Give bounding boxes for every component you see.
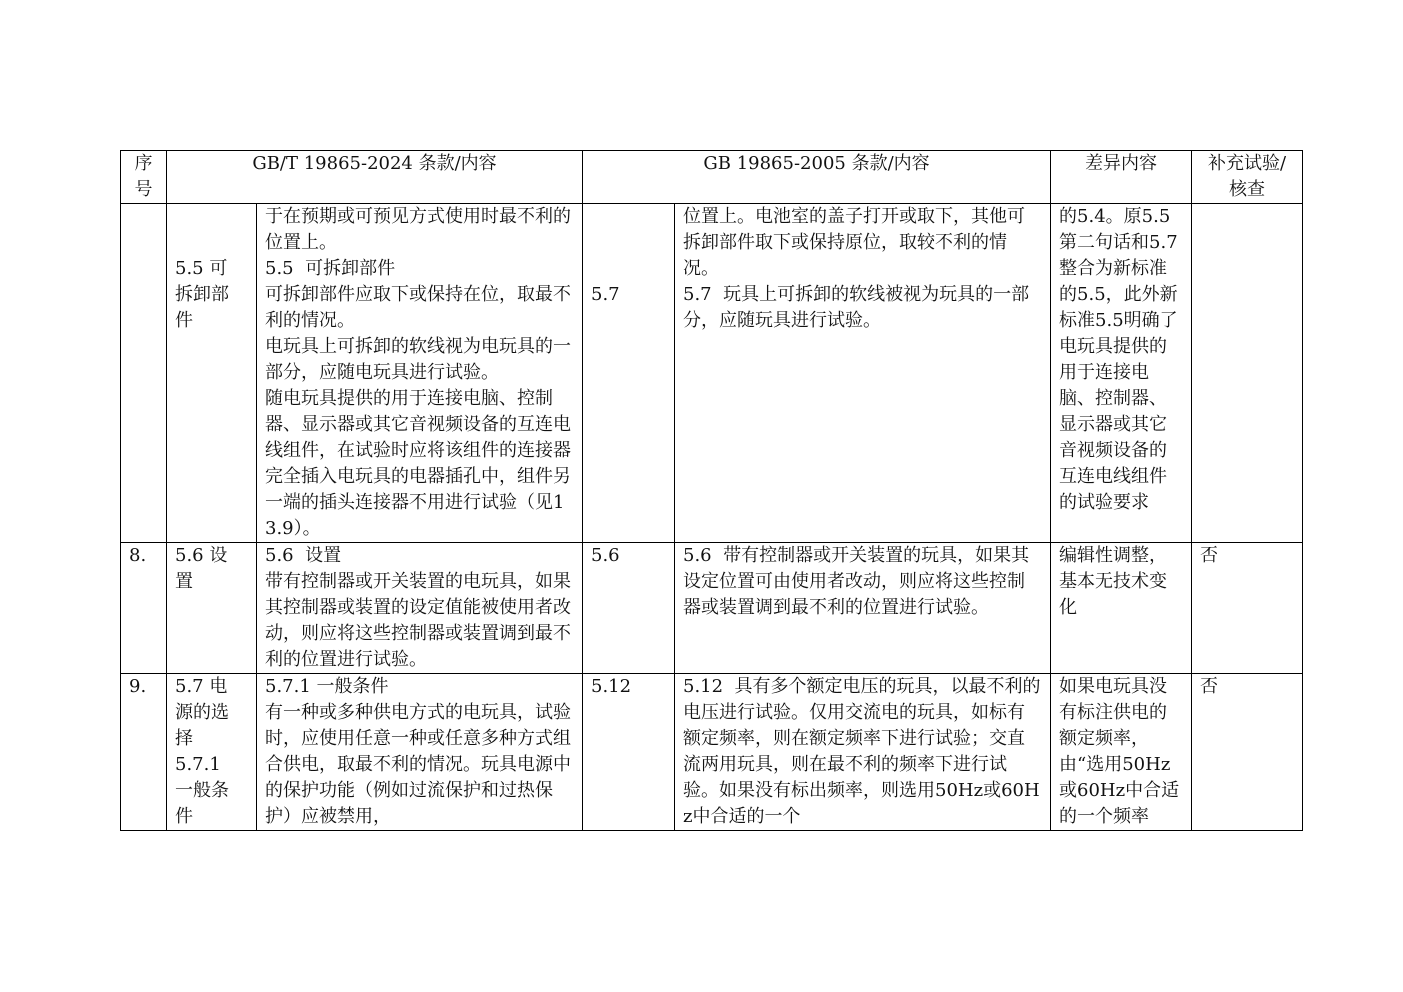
new-clause-label: 5.5 可 拆卸部 件 (175, 258, 229, 331)
table-header-row (121, 151, 1303, 204)
comparison-table (120, 150, 1303, 831)
new-content-cell: 于在预期或可预见方式使用时最不利的位置上。 5.5 可拆卸部件 可拆卸部件应取下或保持在位，取最不利的情况。 电玩具上可拆卸的软线视为电玩具的一部分，应随电玩具进行试验。 随电玩具提供的用于连接电脑、控制器、显示器或其它音视频设备的互连电线组件，在试验时应将该组件的连接器完全插入电玩具的电器插孔中，组件另一端的插头连接器不用进行试验（见13.9）。 (257, 204, 583, 543)
difference-text: 如果电玩具没有标注供电的额定频率，由“选用50Hz或60Hz中合适的一个频率 (1059, 676, 1180, 827)
header-no: 序 号 (121, 151, 167, 204)
old-clause-label: 5.7 (591, 284, 620, 305)
table-row (121, 674, 1303, 831)
supplement-cell (1192, 674, 1303, 831)
old-content-cell (675, 674, 1051, 831)
new-clause-cell (167, 204, 257, 543)
old-content-cell: 5.6 带有控制器或开关装置的玩具，如果其设定位置可由使用者改动，则应将这些控制器或装置调到最不利的位置进行试验。 (675, 543, 1051, 674)
supplement-cell (1192, 204, 1303, 543)
new-clause-cell: 5.6 设 置 (167, 543, 257, 674)
new-clause-cell (167, 674, 257, 831)
new-clause-text: 5.7 电 源的选 择 5.7.1 一般条 件 (175, 676, 229, 827)
header-difference: 差异内容 (1051, 151, 1192, 204)
row-number (121, 204, 167, 543)
old-clause-cell (583, 674, 675, 831)
difference-cell: 的5.4。原5.5第二句话和5.7整合为新标准的5.5，此外新标准5.5明确了电玩具提供的用于连接电脑、控制器、显示器或其它音视频设备的互连电线组件的试验要求 (1051, 204, 1192, 543)
header-new-standard: GB/T 19865-2024 条款/内容 (167, 151, 583, 204)
new-content-cell (257, 674, 583, 831)
old-clause-text: 5.12 (591, 676, 632, 697)
row-number (121, 674, 167, 831)
old-clause-cell: 5.6 (583, 543, 675, 674)
header-old-standard: GB 19865-2005 条款/内容 (583, 151, 1051, 204)
new-content-text: 5.7.1 一般条件 有一种或多种供电方式的电玩具，试验时，应使用任意一种或任意多种方式组合供电，取最不利的情况。玩具电源中的保护功能（例如过流保护和过热保护）应被禁用， (265, 676, 571, 827)
old-clause-cell (583, 204, 675, 543)
old-content-text: 5.12 具有多个额定电压的玩具，以最不利的电压进行试验。仅用交流电的玩具，如标有额定频率，则在额定频率下进行试验；交直流两用玩具，则在最不利的频率下进行试验。如果没有标出频率，则选用50Hz或60Hz中合适的一个 (683, 676, 1041, 827)
difference-cell: 编辑性调整，基本无技术变化 (1051, 543, 1192, 674)
supplement-cell: 否 (1192, 543, 1303, 674)
table-row (121, 204, 1303, 543)
row-number-text: 9. (129, 676, 147, 697)
supplement-text: 否 (1200, 676, 1219, 697)
table-row (121, 543, 1303, 674)
header-supplement: 补充试验/ 核查 (1192, 151, 1303, 204)
row-number: 8. (121, 543, 167, 674)
new-content-cell: 5.6 设置 带有控制器或开关装置的电玩具，如果其控制器或装置的设定值能被使用者改动，则应将这些控制器或装置调到最不利的位置进行试验。 (257, 543, 583, 674)
old-content-cell: 位置上。电池室的盖子打开或取下，其他可拆卸部件取下或保持原位，取较不利的情况。 5.7 玩具上可拆卸的软线被视为玩具的一部分，应随玩具进行试验。 (675, 204, 1051, 543)
difference-cell (1051, 674, 1192, 831)
